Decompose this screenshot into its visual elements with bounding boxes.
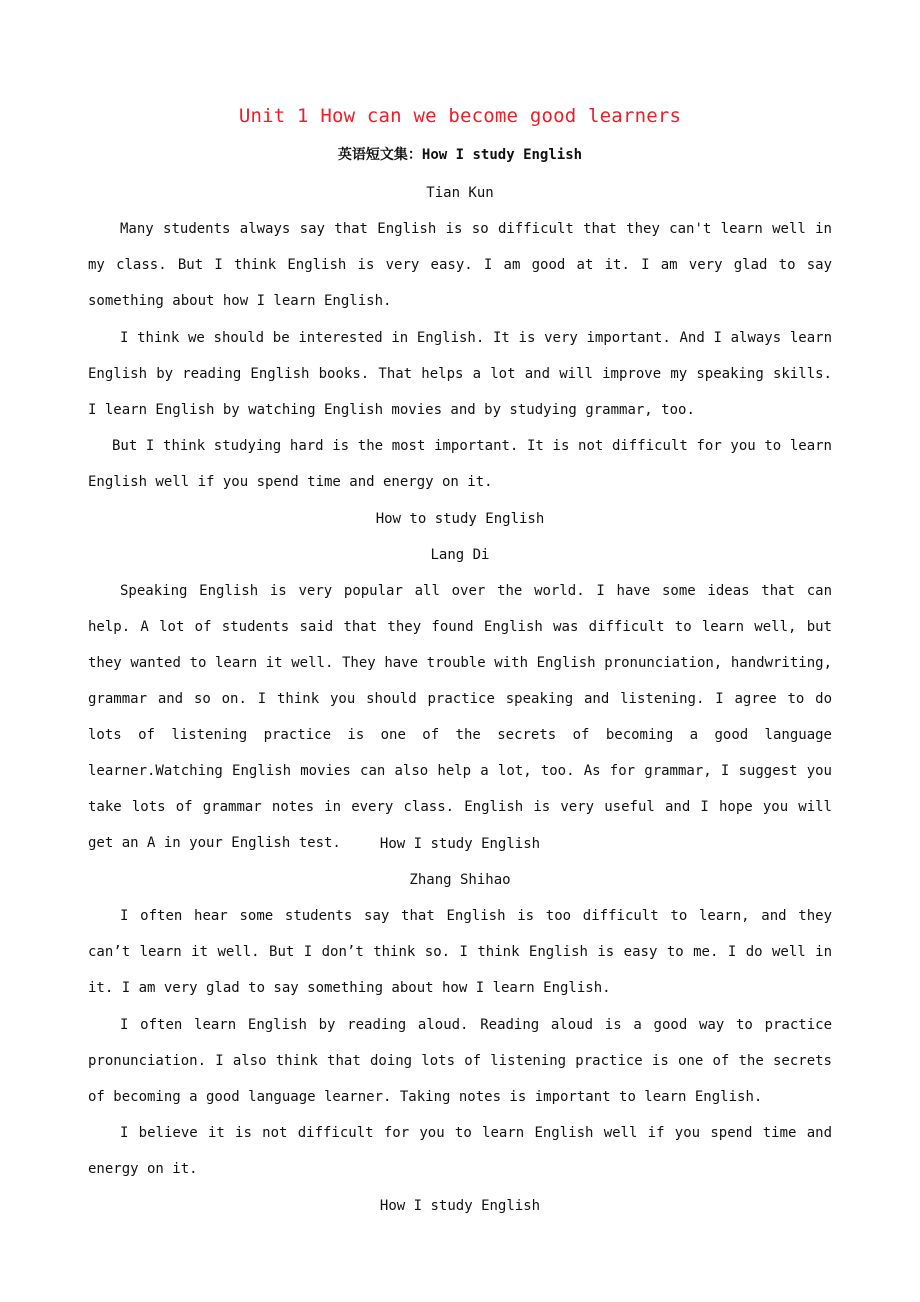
document-subtitle: 英语短文集：How I study English bbox=[337, 147, 583, 163]
author-lang-di: Lang Di bbox=[430, 547, 490, 563]
paragraph: Many students always say that English is so difficult that they can't learn well in my class. But I think English is very easy. I am good at it. I am very glad to say something about how I learn English. bbox=[88, 221, 832, 309]
author-tian-kun: Tian Kun bbox=[426, 185, 494, 201]
section-heading: How I study English bbox=[379, 836, 541, 852]
paragraph: Speaking English is very popular all over the world. I have some ideas that can help. A lot of students said that they found English was difficult to learn well, but they wanted to learn it well. They have trouble with English pronunciation, handwriting, grammar and so on. I think you should practice speaking and listening. I agree to do lots of listening practice is one of the secrets of becoming a good language learner.Watching English movies can also help a lot, too. As for grammar, I suggest you take lots of grammar notes in every class. English is very useful and I hope you will get an A in your English test. bbox=[88, 583, 832, 851]
author-zhang-shihao: Zhang Shihao bbox=[409, 872, 511, 888]
paragraph: I think we should be interested in English. It is very important. And I always learn English by reading English books. That helps a lot and will improve my speaking skills. I learn English by watching English movies and by studying grammar, too. bbox=[88, 330, 832, 418]
paragraph: I believe it is not difficult for you to learn English well if you spend time and energy on it. bbox=[88, 1125, 832, 1177]
paragraph: But I think studying hard is the most important. It is not difficult for you to learn English well if you spend time and energy on it. bbox=[88, 438, 832, 490]
paragraph: I often learn English by reading aloud. Reading aloud is a good way to practice pronunciation. I also think that doing lots of listening practice is one of the secrets of becoming a good language learner. Taking notes is important to learn English. bbox=[88, 1017, 832, 1105]
document-title: Unit 1 How can we become good learners bbox=[238, 105, 682, 127]
paragraph: I often hear some students say that English is too difficult to learn, and they can’t learn it well. But I don’t think so. I think English is easy to me. I do well in it. I am very glad to say something about how I learn English. bbox=[88, 908, 832, 996]
section-heading: How I study English bbox=[379, 1198, 541, 1214]
section-heading: How to study English bbox=[375, 511, 545, 527]
